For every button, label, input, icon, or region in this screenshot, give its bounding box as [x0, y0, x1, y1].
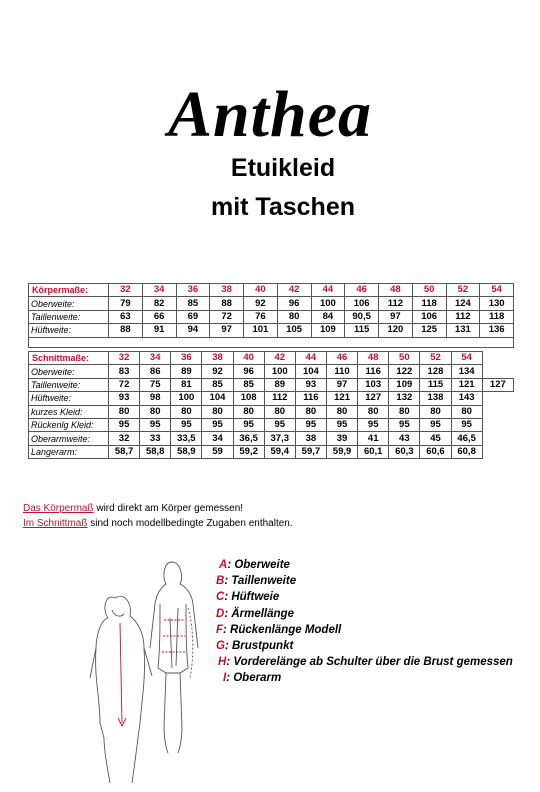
- table-cell: 59,4: [264, 445, 295, 458]
- size-header-cell: 38: [210, 284, 244, 297]
- table-cell: 60,6: [420, 445, 451, 458]
- table-cell: 46,5: [451, 432, 482, 445]
- table-cell: 122: [389, 365, 420, 378]
- size-header-cell: 44: [311, 284, 345, 297]
- pattern-subtitle-1: Etuikleid: [230, 154, 336, 182]
- legend-item: [216, 670, 513, 686]
- table-cell: 88: [109, 324, 143, 337]
- table-cell: 112: [379, 297, 413, 310]
- table-cell: 112: [446, 310, 480, 323]
- table-cell: 80: [451, 405, 482, 418]
- table-cell: 72: [210, 310, 244, 323]
- size-header-cell: 34: [142, 284, 176, 297]
- table-cell: 106: [412, 310, 446, 323]
- table-cell: 95: [202, 418, 233, 431]
- table-cell: 58,8: [140, 445, 171, 458]
- table-row: [29, 297, 514, 310]
- table-cell: 112: [264, 392, 295, 405]
- table-cell: 80: [326, 405, 357, 418]
- table-cell: 105: [277, 324, 311, 337]
- table-cell: 118: [480, 310, 514, 323]
- table-cell: 95: [358, 418, 389, 431]
- size-header-cell: 42: [277, 284, 311, 297]
- legend-text: : Hüftweie: [224, 591, 280, 604]
- legend-key: G: [216, 640, 225, 653]
- table-cell: 96: [233, 365, 264, 378]
- table-cell: 90,5: [345, 310, 379, 323]
- table-cell: 125: [412, 324, 446, 337]
- table-cell: 95: [171, 418, 202, 431]
- legend-key: A: [219, 559, 228, 571]
- table-cell: 80: [420, 405, 451, 418]
- table-cell: 82: [142, 297, 176, 310]
- table-cell: 120: [379, 324, 413, 337]
- legend-text: : Taillenweite: [224, 575, 297, 588]
- pattern-title: Anthea: [167, 78, 373, 151]
- table-cell: 72: [109, 378, 140, 391]
- table-cell: 115: [420, 378, 451, 391]
- table-cell: 104: [295, 365, 326, 378]
- table-cell: 92: [202, 365, 233, 378]
- table-cell: 93: [109, 392, 140, 405]
- legend-text: : Brustpunkt: [224, 640, 294, 653]
- table-cell: 80: [202, 405, 233, 418]
- table-divider: [28, 337, 514, 348]
- legend-key: H: [218, 656, 227, 669]
- table-cell: 121: [326, 392, 357, 405]
- table-row: [29, 432, 514, 445]
- table-cell: 95: [420, 418, 451, 431]
- table-cell: 143: [451, 392, 482, 405]
- table-cell: 88: [210, 297, 244, 310]
- size-header-cell: 36: [176, 284, 210, 297]
- legend-key: C: [216, 591, 225, 604]
- table-cell: 85: [233, 378, 264, 391]
- size-header-cell: 50: [412, 284, 446, 297]
- table-cell: 39: [326, 432, 357, 445]
- table-cell: 115: [345, 324, 379, 337]
- table-cell: 43: [389, 432, 420, 445]
- table-row: [29, 392, 514, 405]
- table-cell: 127: [482, 378, 513, 391]
- measurement-figure-illustration: [60, 548, 210, 783]
- table-cell: 95: [389, 418, 420, 431]
- table-cell: 69: [176, 310, 210, 323]
- table-cell: 37,3: [264, 432, 295, 445]
- legend-text: : Oberarm: [226, 672, 282, 685]
- row-label: Oberweite:: [29, 297, 109, 310]
- legend-text: : Rückenlänge Modell: [223, 623, 342, 636]
- legend-item: [216, 573, 513, 589]
- table-cell: 95: [233, 418, 264, 431]
- table-cell: 60,3: [389, 445, 420, 458]
- table-cell: 94: [176, 324, 210, 337]
- size-header-cell: 54: [451, 352, 482, 365]
- table-cell: 80: [171, 405, 202, 418]
- table-cell: 80: [389, 405, 420, 418]
- table-header-label: Schnittmaße:: [29, 352, 109, 365]
- table-cell: 75: [140, 378, 171, 391]
- table-cell: 97: [210, 324, 244, 337]
- table-cell: 95: [264, 418, 295, 431]
- table-cell: 32: [109, 432, 140, 445]
- table-cell: 45: [420, 432, 451, 445]
- table-cell: 84: [311, 310, 345, 323]
- size-header-row: [29, 352, 514, 365]
- measurement-legend: [216, 557, 513, 687]
- size-header-cell: 34: [140, 352, 171, 365]
- table-cell: 80: [277, 310, 311, 323]
- table-cell: 136: [480, 324, 514, 337]
- size-header-cell: 44: [295, 352, 326, 365]
- table-cell: 79: [109, 297, 143, 310]
- table-cell: 103: [358, 378, 389, 391]
- table-row: [29, 445, 514, 458]
- size-header-cell: 48: [379, 284, 413, 297]
- legend-item: [216, 557, 513, 573]
- size-header-cell: 40: [233, 352, 264, 365]
- legend-key: F: [216, 623, 224, 636]
- table-cell: 38: [295, 432, 326, 445]
- table-cell: 33: [140, 432, 171, 445]
- legend-text: : Ärmellänge: [224, 607, 294, 620]
- table-cell: 92: [244, 297, 278, 310]
- table-cell: 96: [277, 297, 311, 310]
- table-cell: 100: [171, 392, 202, 405]
- pattern-subtitle-2: mit Taschen: [210, 193, 356, 221]
- size-header-cell: 42: [264, 352, 295, 365]
- table-cell: 80: [295, 405, 326, 418]
- size-header-row: [29, 284, 514, 297]
- table-cell: 121: [451, 378, 482, 391]
- table-row: [29, 324, 514, 337]
- table-cell: 41: [358, 432, 389, 445]
- table-cell: 132: [389, 392, 420, 405]
- table-cell: 106: [345, 297, 379, 310]
- note-body-measure-label: Das Körpermaß: [23, 503, 94, 514]
- table-cell: 100: [264, 365, 295, 378]
- table-cell: 95: [451, 418, 482, 431]
- legend-text: : Oberweite: [227, 559, 290, 571]
- note-body-measure: [23, 502, 243, 515]
- table-cell: 58,9: [171, 445, 202, 458]
- pattern-measurements-table: [28, 351, 514, 459]
- legend-item: [216, 638, 513, 654]
- table-cell: 85: [176, 297, 210, 310]
- table-cell: 80: [233, 405, 264, 418]
- row-label: Taillenweite:: [29, 378, 109, 391]
- table-cell: 93: [295, 378, 326, 391]
- table-cell: 95: [109, 418, 140, 431]
- table-cell: 85: [202, 378, 233, 391]
- table-cell: 134: [451, 365, 482, 378]
- table-row: [29, 365, 514, 378]
- row-label: Rückenlg Kleid:: [29, 418, 109, 431]
- legend-key: D: [216, 607, 225, 620]
- table-cell: 108: [233, 392, 264, 405]
- legend-item: [216, 589, 513, 605]
- row-label: Taillenweite:: [29, 310, 109, 323]
- table-cell: 130: [480, 297, 514, 310]
- size-header-cell: 46: [345, 284, 379, 297]
- table-cell: 76: [244, 310, 278, 323]
- note-body-measure-text: wird direkt am Körper gemessen!: [93, 503, 244, 514]
- table-cell: 60,8: [451, 445, 482, 458]
- table-cell: 109: [389, 378, 420, 391]
- legend-item: [216, 606, 513, 622]
- row-label: Hüftweite:: [29, 324, 109, 337]
- row-label: Oberarmweite:: [29, 432, 109, 445]
- table-cell: 116: [295, 392, 326, 405]
- size-header-cell: 54: [480, 284, 514, 297]
- table-row: [29, 310, 514, 323]
- table-cell: 80: [140, 405, 171, 418]
- table-cell: 110: [326, 365, 357, 378]
- table-cell: 95: [140, 418, 171, 431]
- table-cell: 59,2: [233, 445, 264, 458]
- table-cell: 97: [379, 310, 413, 323]
- row-label: Langerarm:: [29, 445, 109, 458]
- table-cell: 128: [420, 365, 451, 378]
- table-cell: 124: [446, 297, 480, 310]
- size-header-cell: 40: [244, 284, 278, 297]
- table-cell: 80: [264, 405, 295, 418]
- table-cell: 127: [358, 392, 389, 405]
- table-cell: 91: [142, 324, 176, 337]
- table-cell: 81: [171, 378, 202, 391]
- table-row: [29, 418, 514, 431]
- table-cell: 101: [244, 324, 278, 337]
- size-header-cell: 48: [358, 352, 389, 365]
- table-cell: 34: [202, 432, 233, 445]
- legend-key: B: [216, 575, 225, 588]
- size-header-cell: 52: [446, 284, 480, 297]
- size-header-cell: 36: [171, 352, 202, 365]
- table-cell: 59,9: [326, 445, 357, 458]
- row-label: Oberweite:: [29, 365, 109, 378]
- legend-item: [216, 622, 513, 638]
- table-cell: 80: [109, 405, 140, 418]
- body-measurements-table: [28, 283, 514, 338]
- table-cell: 95: [295, 418, 326, 431]
- size-header-cell: 46: [326, 352, 357, 365]
- table-cell: 83: [109, 365, 140, 378]
- table-cell: 100: [311, 297, 345, 310]
- table-cell: 36,5: [233, 432, 264, 445]
- table-cell: 60,1: [358, 445, 389, 458]
- table-header-label: Körpermaße:: [29, 284, 109, 297]
- size-header-cell: 32: [109, 352, 140, 365]
- size-header-cell: 52: [420, 352, 451, 365]
- table-cell: 95: [326, 418, 357, 431]
- legend-item: [216, 654, 513, 670]
- table-cell: 138: [420, 392, 451, 405]
- note-pattern-measure-text: sind noch modellbedingte Zugaben enthalten.: [87, 518, 293, 529]
- legend-key: I: [223, 672, 227, 685]
- legend-text: : Vorderelänge ab Schulter über die Brust gemessen: [226, 656, 513, 669]
- table-cell: 98: [140, 392, 171, 405]
- table-cell: 66: [142, 310, 176, 323]
- table-cell: 97: [326, 378, 357, 391]
- table-cell: 104: [202, 392, 233, 405]
- table-cell: 59,7: [295, 445, 326, 458]
- table-cell: 89: [171, 365, 202, 378]
- table-cell: 86: [140, 365, 171, 378]
- size-header-cell: 32: [109, 284, 143, 297]
- table-cell: 80: [358, 405, 389, 418]
- table-cell: 58,7: [109, 445, 140, 458]
- size-header-cell: 38: [202, 352, 233, 365]
- size-header-cell: 50: [389, 352, 420, 365]
- note-pattern-measure-label: Im Schnittmaß: [23, 518, 88, 529]
- table-cell: 116: [358, 365, 389, 378]
- table-cell: 109: [311, 324, 345, 337]
- table-cell: 59: [202, 445, 233, 458]
- table-cell: 118: [412, 297, 446, 310]
- note-pattern-measure: [23, 517, 293, 530]
- row-label: Hüftweite:: [29, 392, 109, 405]
- table-cell: 63: [109, 310, 143, 323]
- row-label: kurzes Kleid:: [29, 405, 109, 418]
- table-row: [29, 405, 514, 418]
- table-cell: 33,5: [171, 432, 202, 445]
- table-cell: 131: [446, 324, 480, 337]
- table-cell: 89: [264, 378, 295, 391]
- table-row: [29, 378, 514, 391]
